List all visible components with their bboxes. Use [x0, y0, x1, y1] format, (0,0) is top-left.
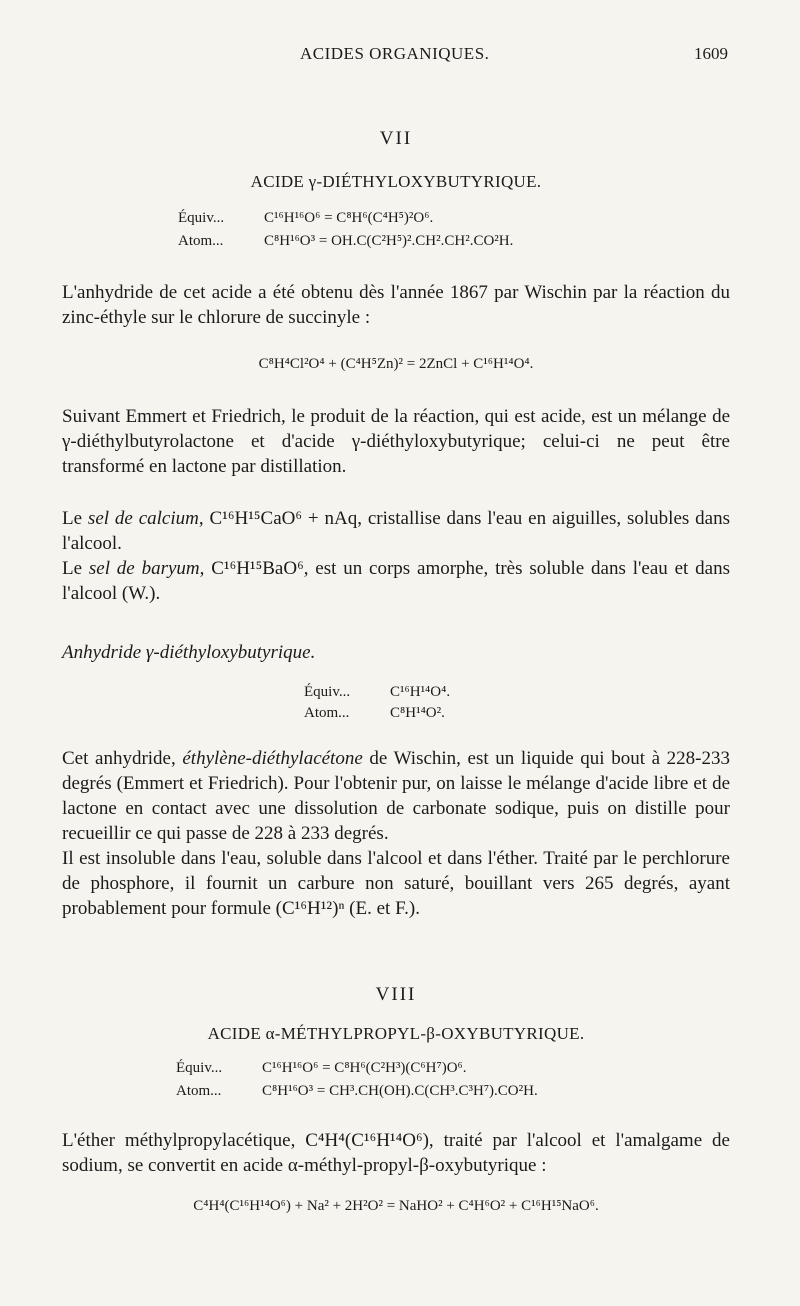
section-viii-paragraph-1: L'éther méthylpropylacétique, C⁴H⁴(C¹⁶H¹⁴O⁶), traité par l'alcool et l'amalgame de sodium, se convertit en acide α-méthyl-propyl-β-oxybutyrique : — [62, 1130, 730, 1176]
equiv-formula: C¹⁶H¹⁶O⁶ = C⁸H⁶(C⁴H⁵)²O⁶. — [264, 210, 434, 226]
section-vii-paragraph-6: Il est insoluble dans l'eau, soluble dans l'alcool et dans l'éther. Traité par le perchlorure de phosphore, il fournit un carbure non saturé, bouillant vers 265 degrés, ayant probablement pour formule (C¹⁶H¹²)ⁿ (E. et F.). — [62, 848, 730, 919]
section-vii-paragraph-3 — [62, 506, 730, 556]
anh-atom-label: Atom... — [304, 705, 350, 721]
para3-italic: sel de calcium — [87, 508, 199, 529]
section-vii-equiv-line — [178, 210, 698, 250]
section-vii-title: ACIDE γ-DIÉTHYLOXYBUTYRIQUE. — [250, 172, 542, 191]
section-vii-paragraph-1: L'anhydride de cet acide a été obtenu dès l'année 1867 par Wischin par la réaction du zinc-éthyle sur le chlorure de succinyle : — [62, 282, 730, 328]
section-viii-reaction: C⁴H⁴(C¹⁶H¹⁴O⁶) + Na² + 2H²O² = NaHO² + C⁴H⁶O² + C¹⁶H¹⁵NaO⁶. — [193, 1198, 599, 1214]
page-number: 1609 — [694, 44, 728, 63]
anh-atom-formula: C⁸H¹⁴O². — [390, 705, 445, 721]
para5-lead: Cet anhydride, — [62, 748, 183, 769]
anhydride-formula-block — [304, 684, 604, 722]
section-viii-numeral: VIII — [375, 984, 417, 1005]
anhydride-subtitle: Anhydride γ-diéthyloxybutyrique. — [62, 642, 316, 663]
running-title: ACIDES ORGANIQUES. — [300, 44, 490, 63]
anh-equiv-label: Équiv... — [304, 684, 351, 700]
section-viii-title: ACIDE α-MÉTHYLPROPYL-β-OXYBUTYRIQUE. — [207, 1024, 585, 1043]
section-vii-paragraph-2: Suivant Emmert et Friedrich, le produit de la réaction, qui est acide, est un mélange de γ-diéthylbutyrolactone et d'acide γ-diéthyloxybutyrique; celui-ci ne peut être transformé en lactone par distillation. — [62, 406, 730, 477]
section-vii-paragraph-5 — [62, 746, 730, 846]
para4-italic: sel de baryum — [88, 558, 200, 579]
para3-lead: Le — [62, 508, 88, 529]
section-viii-formula-block — [176, 1060, 716, 1100]
section-vii-reaction: C⁸H⁴Cl²O⁴ + (C⁴H⁵Zn)² = 2ZnCl + C¹⁶H¹⁴O⁴. — [258, 356, 534, 372]
equiv-label: Équiv... — [178, 210, 225, 226]
viii-equiv-formula: C¹⁶H¹⁶O⁶ = C⁸H⁶(C²H³)(C⁶H⁷)O⁶. — [262, 1060, 467, 1076]
para5-rest: de Wischin, est un liquide qui bout à 228-233 degrés (Emmert et Friedrich). Pour l'obtenir pur, on laisse le mélange d'acide libre et de lactone en contact avec une dissolution de carbonate sodique, puis on distille pour recueillir ce qui passe de 228 à 233 degrés. — [62, 748, 731, 844]
para3-rest: , C¹⁶H¹⁵CaO⁶ + nAq, cristallise dans l'eau en aiguilles, solubles dans l'alcool. — [62, 508, 730, 554]
viii-equiv-label: Équiv... — [176, 1060, 223, 1076]
para4-lead: Le — [62, 558, 89, 579]
section-vii-paragraph-4 — [62, 556, 730, 606]
viii-atom-formula: C⁸H¹⁶O³ = CH³.CH(OH).C(CH³.C³H⁷).CO²H. — [262, 1083, 538, 1099]
para4-rest: , C¹⁶H¹⁵BaO⁶, est un corps amorphe, très soluble dans l'eau et dans l'alcool (W.). — [62, 558, 730, 604]
para5-italic: éthylène-diéthylacétone — [182, 748, 363, 769]
viii-atom-label: Atom... — [176, 1083, 222, 1099]
atom-formula: C⁸H¹⁶O³ = OH.C(C²H⁵)².CH².CH².CO²H. — [264, 233, 514, 249]
anh-equiv-formula: C¹⁶H¹⁴O⁴. — [390, 684, 451, 700]
section-vii-numeral: VII — [379, 128, 413, 149]
atom-label: Atom... — [178, 233, 224, 249]
